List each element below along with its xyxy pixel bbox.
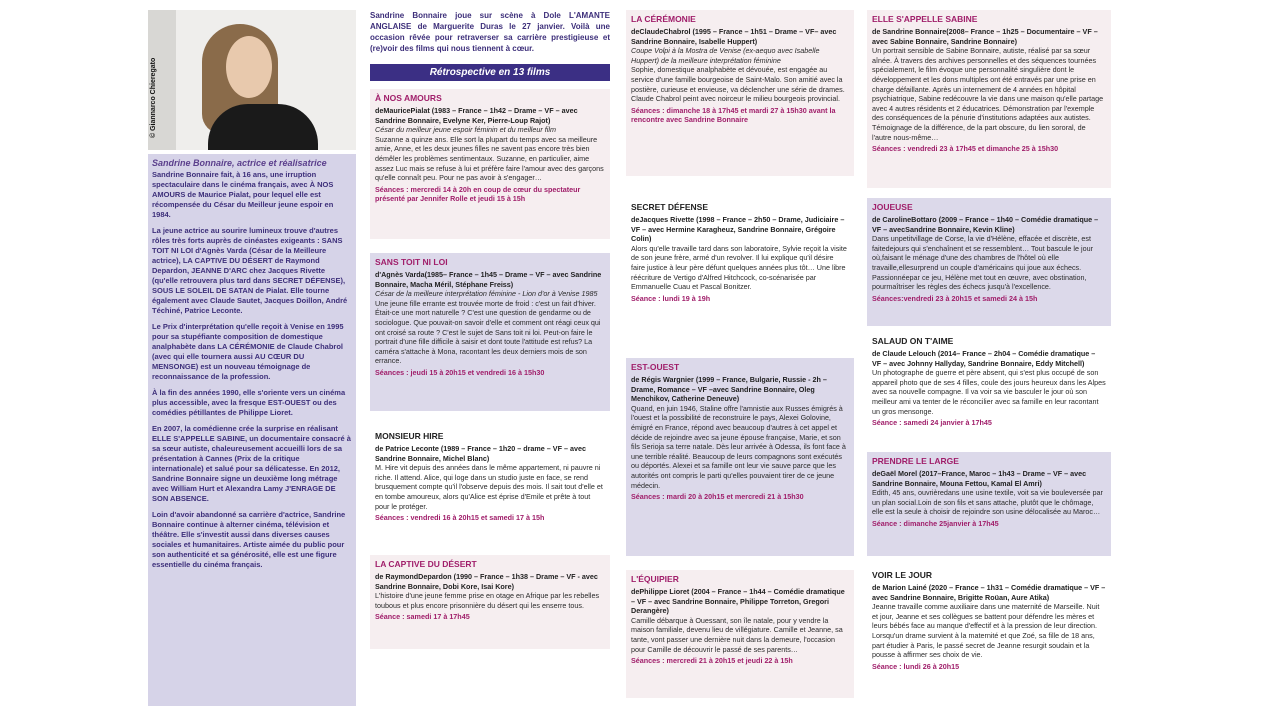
film-synopsis: Une jeune fille errante est trouvée morte de froid : c'est un fait d'hiver. Était-ce une mort naturelle ? C'est une question de gendarme ou de sociologue. Que pouvait-on savoir d'elle et comment ont réagi ceux qui ont croisé sa route ? C'est le sujet de Sans toit ni loi. Peut-on faire le portrait d'une fille difficile à saisir et dont toute l'attitude est refus? La caméra s'attache à Mona, racontant les deux derniers mois de son errance.: [375, 298, 601, 366]
biography-paragraph: En 2007, la comédienne crée la surprise en réalisant ELLE S'APPELLE SABINE, un documentaire consacré à sa sœur autiste, chaleureusement accueilli lors de sa présentation à Cannes (Prix de la critique internationale) et salué pour sa délicatesse. En 2012, Sandrine Bonnaire signe un deuxième long métrage avec William Hurt et Alexandra Lamy J'ENRAGE DE SON ABSENCE.: [152, 424, 351, 503]
film-credits: de Patrice Leconte (1989 – France – 1h20 – drame – VF – avec Sandrine Bonnaire, Michel Blanc): [375, 444, 586, 463]
film-credits: de Marion Lainé (2020 – France – 1h31 – Comédie dramatique – VF – avec Sandrine Bonnaire, Brigitte Roüan, Aure Atika): [872, 583, 1106, 602]
film-card-la-ceremonie: [626, 10, 854, 176]
film-card-est-ouest: [626, 358, 854, 556]
film-award: César de la meilleure interprétation féminine - Lion d'or à Venise 1985: [375, 289, 598, 299]
film-seances: Séance : samedi 17 à 17h45: [375, 612, 470, 622]
film-card-elle-s-appelle-sabine: [867, 10, 1111, 188]
column-4: [867, 10, 1111, 694]
film-seances: Séances : mercredi 14 à 20h en coup de cœur du spectateur présenté par Jennifer Rolle et jeudi 15 à 15h: [375, 184, 581, 204]
film-title: MONSIEUR HIRE: [375, 431, 444, 441]
biography-paragraph: À la fin des années 1990, elle s'oriente vers un cinéma plus accessible, avec la fresque EST-OUEST ou des comédies pétillantes de Philippe Lioret.: [152, 388, 346, 417]
biography-paragraph: La jeune actrice au sourire lumineux trouve d'autres rôles très forts auprès de cinéastes exigeants : SANS TOIT NI LOI d'Agnès Varda (César de la Meilleure actrice), LA CAPTIVE DU DÉSERT de Raymond Depardon, JEANNE D'ARC chez Jacques Rivette (qu'elle retrouvera plus tard dans SECRET DÉFENSE), SOUS LE SOLEIL DE SATAN de Pialat. Elle tourne également avec Claude Sautet, Jacques Doillon, André Téchiné, Patrice Leconte.: [152, 226, 348, 315]
column-2: [370, 10, 610, 649]
film-synopsis: Un portrait sensible de Sabine Bonnaire, autiste, réalisé par sa sœur aînée. À travers des archives personnelles et des séquences tournées spécialement, le film évoque une personnalité singulière dont le développement et les dons multiples ont été entravés par une prise en charge défaillante. Après un internement de 4 années en hôpital psychiatrique, Sabine redécouvre la vie dans une maison qu'elle partage avec 4 autres résidents et 2 éducatrices. Démonstration par l'exemple des conséquences de la pénurie d'institutions adaptées aux autistes. Témoignage de la différence, de la part obscure, du lien sororal, de l'autre nous-même…: [872, 46, 1104, 142]
film-credits: de Sandrine Bonnaire(2008– France – 1h25 – Documentaire – VF – avec Sabine Bonnaire, Sandrine Bonnaire): [872, 27, 1098, 46]
film-synopsis: Suzanne a quinze ans. Elle sort la plupart du temps avec sa meilleure amie, Anne, et les deux jeunes filles ne savent pas encore très bien démêler les problèmes sentimentaux. Suzanne, en particulier, aime assez Luc mais se refuse à lui et préfère faire l'amour avec des garçons qu'elle connaît peu. Pour ne pas avoir à s'engager…: [375, 134, 604, 183]
film-title: L'ÉQUIPIER: [631, 574, 679, 584]
sidebar: [148, 10, 356, 706]
film-title: SECRET DÉFENSE: [631, 202, 708, 212]
film-seances: Séance : lundi 26 à 20h15: [872, 661, 960, 671]
biography-paragraph: Sandrine Bonnaire fait, à 16 ans, une irruption spectaculaire dans le cinéma français, avec À NOS AMOURS de Maurice Pialat, pour lequel elle est récompensée du César du Meilleur jeune espoir en 1984.: [152, 170, 334, 219]
film-seances: Séances : jeudi 15 à 20h15 et vendredi 16 à 15h30: [375, 367, 545, 377]
film-title: PRENDRE LE LARGE: [872, 456, 959, 466]
film-title: JOUEUSE: [872, 202, 913, 212]
film-title: SALAUD ON T'AIME: [872, 336, 954, 346]
film-title: EST-OUEST: [631, 362, 680, 372]
film-credits: deJacques Rivette (1998 – France – 2h50 – Drame, Judiciaire – VF – avec Hermine Karagheuz, Sandrine Bonnaire, Grégoire Colin): [631, 215, 845, 244]
photo-credit: © Giannarco Chieregato: [150, 57, 157, 138]
film-synopsis: Sophie, domestique analphabète et dévouée, est engagée au service d'une famille bourgeoise de Saint-Malo. Son amitié avec la postière, curieuse et envieuse, va déclencher une série de drames. Claude Chabrol peint avec noirceur le milieu bourgeois provincial.: [631, 65, 845, 104]
film-synopsis: Un photographe de guerre et père absent, qui s'est plus occupé de son appareil photo que de ses 4 filles, coule des jours heureux dans les Alpes avec sa nouvelle compagne. Il va voir sa vie basculer le jour où son meilleur ami va tenter de le réconcilier avec sa famille en leur racontant un gros mensonge.: [872, 368, 1106, 416]
film-title: LA CÉRÉMONIE: [631, 14, 696, 24]
biography-paragraph: Le Prix d'interprétation qu'elle reçoit à Venise en 1995 pour sa stupéfiante composition de domestique analphabète dans LA CÉRÉMONIE de Claude Chabrol (avec qui elle tournera aussi AU CŒUR DU MENSONGE) est un nouveau témoignage de reconnaissance de la profession.: [152, 322, 344, 381]
film-seances: Séance : dimanche 25janvier à 17h45: [872, 518, 999, 528]
film-card-a-nos-amours: [370, 89, 610, 239]
intro-text: Sandrine Bonnaire joue sur scène à Dole L'AMANTE ANGLAISE de Marguerite Duras le 27 janvier. Voilà une occasion rêvée pour retraverser sa carrière prestigieuse et (re)voir des films qui nous tiennent à cœur.: [370, 11, 610, 53]
film-seances: Séance : lundi 19 à 19h: [631, 293, 711, 303]
biography-panel: [148, 154, 356, 706]
film-seances: Séances : mardi 20 à 20h15 et mercredi 21 à 15h30: [631, 492, 804, 502]
film-credits: de Régis Wargnier (1999 – France, Bulgarie, Russie - 2h – Drame, Romance – VF –avec Sandrine Bonnaire, Oleg Menchikov, Catherine Deneuve): [631, 375, 827, 404]
film-credits: deClaudeChabrol (1995 – France – 1h51 – Drame – VF– avec Sandrine Bonnaire, Isabelle Huppert): [631, 27, 837, 46]
film-title: VOIR LE JOUR: [872, 570, 932, 580]
film-award: Coupe Volpi à la Mostra de Venise (ex-aequo avec Isabelle Huppert) de la meilleure interprétation féminine: [631, 46, 820, 65]
film-card-sans-toit-ni-loi: [370, 253, 610, 411]
film-seances: Séances : vendredi 16 à 20h15 et samedi 17 à 15h: [375, 513, 545, 523]
film-credits: de RaymondDepardon (1990 – France – 1h38 – Drame – VF - avec Sandrine Bonnaire, Dobi Kore, Isai Kore): [375, 572, 598, 591]
column-3: [626, 10, 854, 698]
film-card-joueuse: [867, 198, 1111, 326]
retrospective-banner: Rétrospective en 13 films: [370, 64, 610, 81]
film-credits: de CarolineBottaro (2009 – France – 1h40 – Comédie dramatique – VF – avecSandrine Bonnaire, Kevin Kline): [872, 215, 1099, 234]
film-synopsis: Alors qu'elle travaille tard dans son laboratoire, Sylvie reçoit la visite de son jeune frère, armé d'un revolver. Il lui explique qu'il désire faire justice à leur père défunt quelques années plus tôt… Une libre réécriture de Vertigo d'Alfred Hitchcock, co-scénarisée par Emmanuelle Cuau et Pascal Bonitzer.: [631, 243, 847, 292]
film-title: SANS TOIT NI LOI: [375, 257, 448, 267]
film-title: À NOS AMOURS: [375, 93, 442, 103]
film-title: ELLE S'APPELLE SABINE: [872, 14, 978, 24]
film-credits: deGaël Morel (2017–France, Maroc – 1h43 – Drame – VF – avec Sandrine Bonnaire, Mouna Fettou, Kamal El Amri): [872, 469, 1087, 488]
film-credits: d'Agnès Varda(1985– France – 1h45 – Drame – VF – avec Sandrine Bonnaire, Macha Méril, Stéphane Freiss): [375, 270, 602, 289]
film-card-la-captive-du-desert: [370, 555, 610, 649]
film-seances: Séances : dimanche 18 à 17h45 et mardi 27 à 15h30 avant la rencontre avec Sandrine Bonnaire: [631, 105, 836, 125]
film-card-prendre-le-large: [867, 452, 1111, 556]
film-title: LA CAPTIVE DU DÉSERT: [375, 559, 477, 569]
film-synopsis: Edith, 45 ans, ouvrièredans une usine textile, voit sa vie bouleversée par un plan social.Loin de son fils et sans attache, plutôt que le chômage, elle est la seule à choisir de rejoindre son usine délocalisée au Maroc…: [872, 488, 1103, 517]
film-credits: deMauricePialat (1983 – France – 1h42 – Drame – VF – avec Sandrine Bonnaire, Evelyne Ker, Pierre-Loup Rajot): [375, 106, 578, 125]
biography-title: Sandrine Bonnaire, actrice et réalisatrice: [152, 158, 327, 168]
portrait-photo: [148, 10, 356, 150]
film-card-voir-le-jour: [867, 566, 1111, 694]
film-synopsis: Camille débarque à Ouessant, son île natale, pour y vendre la maison familiale, devenu lieu de villégiature. Camille et Jeanne, sa tante, vont passer une dernière nuit dans la demeure, l'occasion pour Camille de découvrir le passé de ses parents…: [631, 615, 843, 654]
film-card-secret-defense: [626, 198, 854, 348]
film-synopsis: Jeanne travaille comme auxiliaire dans une maternité de Marseille. Nuit et jour, Jeanne et ses collègues se battent pour défendre les mères et leurs bébés face au manque d'effectif et à la pression de leur direction. Lorsqu'un drame survient à la maternité et que Zoé, sa fille de 18 ans, part étudier à Paris, le passé secret de Jeanne resurgit soudain et la pousse à affirmer ses choix de vie.: [872, 602, 1100, 660]
film-synopsis: M. Hire vit depuis des années dans le même appartement, ni pauvre ni riche. Il attend. Alice, qui loge dans un studio juste en face, se rend brusquement compte qu'il l'observe depuis des mois. Il sait tout d'elle et en tombe amoureux, alors qu'Alice est éprise d'Emile et prête à tout pour le protéger.: [375, 463, 603, 511]
film-seances: Séances:vendredi 23 à 20h15 et samedi 24 à 15h: [872, 293, 1038, 303]
photo-face: [226, 36, 272, 98]
film-card-salaud-on-t-aime: [867, 332, 1111, 442]
biography-paragraph: Loin d'avoir abandonné sa carrière d'actrice, Sandrine Bonnaire continue à alterner cinéma, télévision et théâtre. Elle s'investit aussi dans diverses causes sociales et humanitaires. Artiste aimée du public pour son authenticité et sa générosité, elle est une figure essentielle du cinéma français.: [152, 510, 346, 569]
film-card-l-equipier: [626, 570, 854, 698]
film-seances: Séances : vendredi 23 à 17h45 et dimanche 25 à 15h30: [872, 144, 1059, 154]
film-credits: de Claude Lelouch (2014– France – 2h04 – Comédie dramatique – VF – avec Johnny Hallyday, Sandrine Bonnaire, Eddy Mitchell): [872, 349, 1096, 368]
film-award: César du meilleur jeune espoir féminin et du meilleur film: [375, 125, 556, 135]
film-seances: Séances : mercredi 21 à 20h15 et jeudi 22 à 15h: [631, 656, 793, 666]
film-credits: dePhilippe Lioret (2004 – France – 1h44 – Comédie dramatique – VF – avec Sandrine Bonnaire, Philippe Torreton, Gregori Derangère): [631, 587, 845, 616]
photo-body: [208, 104, 318, 150]
film-card-monsieur-hire: [370, 427, 610, 545]
film-synopsis: L'histoire d'une jeune femme prise en otage en Afrique par les rebelles toubous et plus encore prisonnière du désert qui les enserre tous.: [375, 591, 600, 610]
film-synopsis: Dans unpetitvillage de Corse, la vie d'Hélène, effacée et discrète, est faitedejours qui s'enchaînent et se ressemblent… Tout bascule le jour où,faisant le ménage d'une des chambres de l'hôtel où elle travaille,ellesurprend un couple d'américains qui joue aux échecs. Passionnéepar ce jeu, Hélène met tout en œuvre, avec obstination, pourmaîtriser les règles des échecs jusqu'à l'excellence.: [872, 234, 1093, 292]
film-seances: Séance : samedi 24 janvier à 17h45: [872, 418, 992, 428]
film-synopsis: Quand, en juin 1946, Staline offre l'amnistie aux Russes émigrés à l'ouest et la possibilité de reconstruire le pays, Alexei Golovine, émigré en France, répond avec beaucoup d'autres à cet appel et décide de rejoindre avec sa jeune épouse française, Marie, et son fils Serioja sa terre natale. Dès leur arrivée à Odessa, ils font face à une terrible réalité. Beaucoup de leurs compagnons sont exécutés ou déportés. Alexei et sa famille ont leur vie sauve parce que les autorités ont compris le parti qu'elles pouvaient tirer de ce jeune médecin.: [631, 403, 846, 490]
